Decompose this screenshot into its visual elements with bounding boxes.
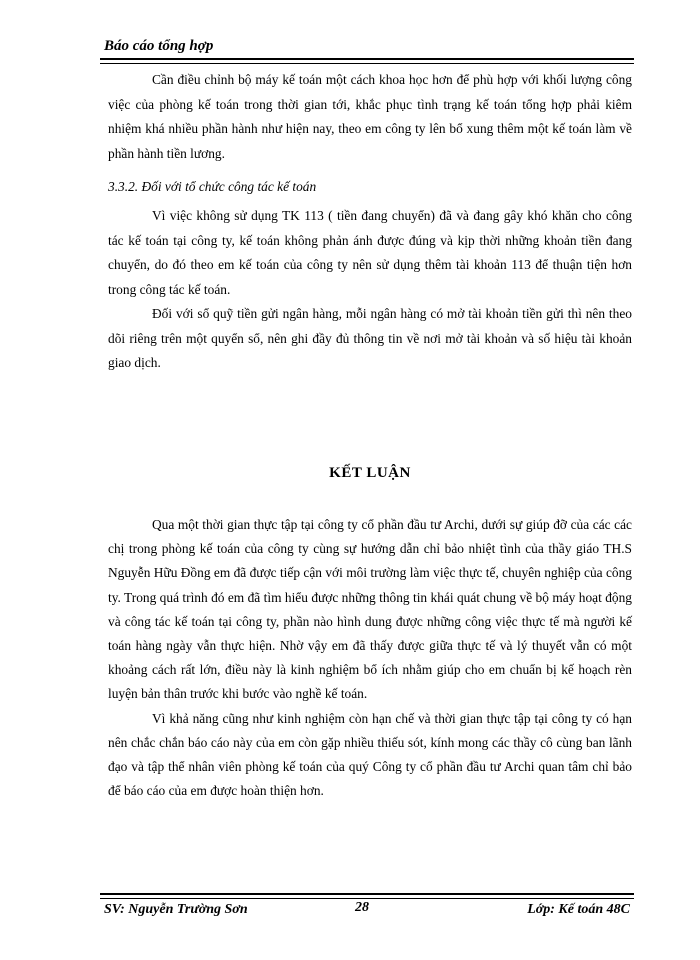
footer-class-label: Lớp: Kế toán 48C [527,902,630,917]
paragraph: Cần điều chỉnh bộ máy kế toán một cách khoa học hơn để phù hợp với khối lượng công việc của phòng kế toán trong thời gian tới, khắc phục tình trạng kế toán tổng hợp phải kiêm nhiệm khá nhiều phần hành như hiện nay, theo em công ty lên bổ xung thêm một kế toán làm về phần hành tiền lương. [108,72,632,161]
paragraph: Vì khả năng cũng như kinh nghiệm còn hạn chế và thời gian thực tập tại công ty có hạn nên chắc chắn báo cáo này của em còn gặp nhiều thiếu sót, kính mong các thầy cô cùng ban lãnh đạo và tập thể nhân viên phòng kế toán của quý Công ty cổ phần đầu tư Archi quan tâm chỉ bảo để báo cáo của em được hoàn thiện hơn. [108,710,632,799]
header-divider [100,58,634,64]
paragraph: Đối với sổ quỹ tiền gửi ngân hàng, mỗi ngân hàng có mở tài khoản tiền gửi thì nên theo dõi riêng trên một quyển sổ, nên ghi đầy đủ thông tin về nơi mở tài khoản và số hiệu tài khoản giao dịch. [108,306,632,370]
conclusion-title: KẾT LUẬN [329,465,411,481]
footer-divider [100,893,634,899]
section-subheading: 3.3.2. Đối với tổ chức công tác kế toán [108,179,317,194]
conclusion-body [108,513,632,803]
footer-student-name: SV: Nguyễn Trường Sơn [104,902,248,917]
section-2 [108,204,632,376]
section-1 [108,68,632,166]
header-title: Báo cáo tổng hợp [104,38,214,54]
paragraph: Qua một thời gian thực tập tại công ty cổ phần đầu tư Archi, dưới sự giúp đỡ của các các chị trong phòng kế toán của công ty cùng sự hướng dẫn chỉ bảo nhiệt tình của thầy giáo TH.S Nguyễn Hữu Đồng em đã được tiếp cận với môi trường làm việc thực tế, chuyên nghiệp của công ty. Trong quá trình đó em đã tìm hiểu được những thông tin khái quát chung về bộ máy hoạt động và công tác kế toán tại công ty, phần nào hình dung được những công việc thực tế mà người kế toán hàng ngày vẫn thực hiện. Nhờ vậy em đã thấy được giữa thực tế và lý thuyết vẫn có một khoảng cách rất lớn, điều này là kinh nghiệm bổ ích nhằm giúp cho em chuẩn bị kế hoạch rèn luyện bản thân trước khi bước vào nghề kế toán. [108,517,632,702]
page-number: 28 [355,900,369,915]
paragraph: Vì việc không sử dụng TK 113 ( tiền đang chuyển) đã và đang gây khó khăn cho công tác kế toán tại công ty, kế toán không phản ánh được đúng và kịp thời những khoản tiền đang chuyển, do đó theo em kế toán của công ty nên sử dụng thêm tài khoản 113 để thuận tiện hơn trong công tác kế toán. [108,208,632,297]
